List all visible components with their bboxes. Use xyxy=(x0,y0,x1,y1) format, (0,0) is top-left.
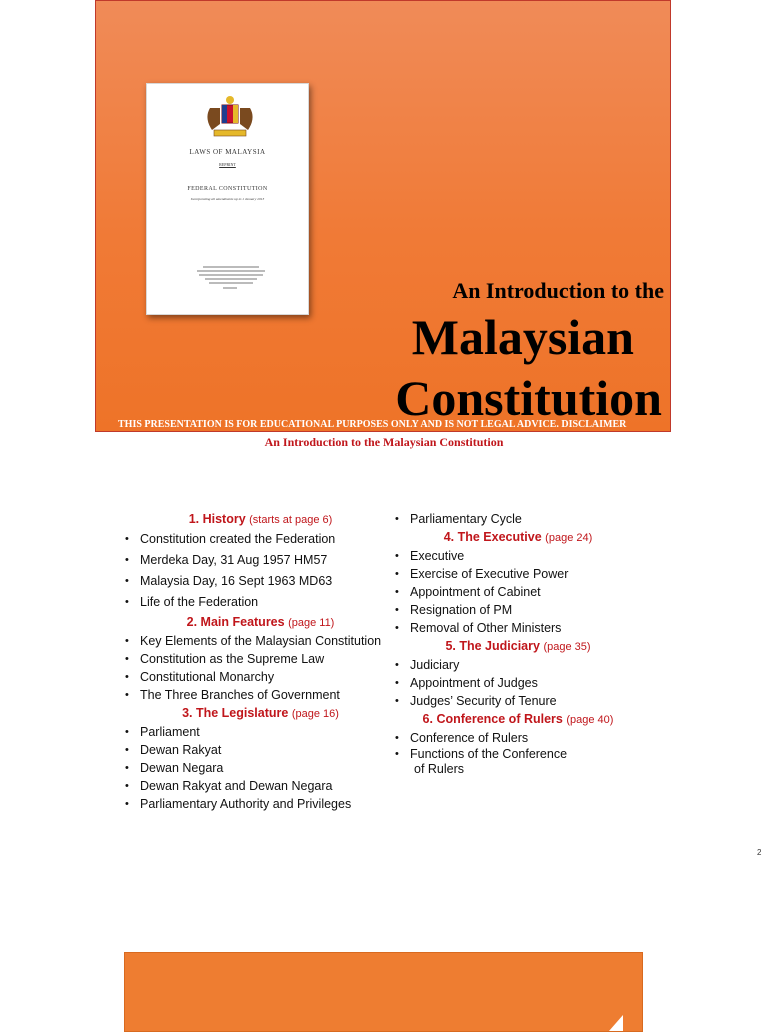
disclaimer-text: THIS PRESENTATION IS FOR EDUCATIONAL PURPOSES ONLY AND IS NOT LEGAL ADVICE. DISCLAIMER xyxy=(118,419,627,430)
arrow-shape-icon xyxy=(609,1015,623,1031)
list-item: • Dewan Rakyat and Dewan Negara xyxy=(123,777,398,795)
section-heading-main-features xyxy=(123,615,398,629)
list-item: • Functions of the Conference xyxy=(393,747,643,762)
slide-caption: An Introduction to the Malaysian Constitution xyxy=(264,435,504,449)
constitution-book-image xyxy=(146,83,309,315)
list-item: • Removal of Other Ministers xyxy=(393,619,643,637)
section-list-legislature-cont xyxy=(393,510,643,528)
section-page-ref: (page 35) xyxy=(543,641,591,653)
page-number: 2 xyxy=(757,848,762,857)
book-fine-print xyxy=(223,287,237,289)
intro-heading: An Introduction to the xyxy=(452,278,664,303)
list-item-continuation: of Rulers xyxy=(414,762,465,776)
book-title-constitution: FEDERAL CONSTITUTION xyxy=(187,186,268,192)
list-item: • Constitution as the Supreme Law xyxy=(123,650,398,668)
section-page-ref: (page 40) xyxy=(566,714,614,726)
list-item: • Constitution created the Federation xyxy=(123,529,398,550)
list-item: • Judiciary xyxy=(393,656,643,674)
title-constitution: Constitution xyxy=(395,370,662,426)
section-page-ref: (page 24) xyxy=(545,532,593,544)
list-item: • Malaysia Day, 16 Sept 1963 MD63 xyxy=(123,571,398,592)
section-title: 1. History xyxy=(188,512,246,526)
section-list-executive xyxy=(393,547,643,637)
list-item: • Appointment of Cabinet xyxy=(393,583,643,601)
section-list-legislature xyxy=(123,723,398,813)
section-list-main-features xyxy=(123,632,398,704)
section-title: 5. The Judiciary xyxy=(445,639,540,653)
list-item: • The Three Branches of Government xyxy=(123,686,398,704)
list-item: • Judges’ Security of Tenure xyxy=(393,692,643,710)
section-title: 6. Conference of Rulers xyxy=(422,712,563,726)
list-item: • Resignation of PM xyxy=(393,601,643,619)
contents-right-column xyxy=(393,510,643,776)
book-subtitle-reprint: REPRINT xyxy=(219,162,236,167)
book-fine-print xyxy=(205,278,257,280)
section-heading-legislature xyxy=(123,706,398,720)
section-page-ref: (page 16) xyxy=(291,708,339,720)
section-list-history xyxy=(123,529,398,613)
section-heading-conference-of-rulers xyxy=(393,712,643,726)
section-page-ref: (page 11) xyxy=(288,617,335,629)
list-item: • Dewan Rakyat xyxy=(123,741,398,759)
section-list-conference-of-rulers xyxy=(393,729,643,762)
book-amendments-note: Incorporating all amendments up to 1 January 2013 xyxy=(190,197,265,201)
book-fine-print xyxy=(203,266,259,268)
list-item: • Key Elements of the Malaysian Constitution xyxy=(123,632,398,650)
list-item: • Life of the Federation xyxy=(123,592,398,613)
cover-slide xyxy=(95,0,671,432)
section-heading-judiciary xyxy=(393,639,643,653)
section-list-judiciary xyxy=(393,656,643,710)
book-title-laws: LAWS OF MALAYSIA xyxy=(189,148,266,156)
list-item: • Parliament xyxy=(123,723,398,741)
next-slide-preview xyxy=(124,952,643,1032)
section-title: 3. The Legislature xyxy=(182,706,289,720)
list-item: • Parliamentary Cycle xyxy=(393,510,643,528)
section-heading-executive xyxy=(393,530,643,544)
section-title: 4. The Executive xyxy=(443,530,542,544)
list-item: • Parliamentary Authority and Privileges xyxy=(123,795,398,813)
list-item: • Exercise of Executive Power xyxy=(393,565,643,583)
list-item: • Executive xyxy=(393,547,643,565)
book-fine-print xyxy=(209,282,253,284)
malaysia-crest-icon xyxy=(202,94,258,140)
list-item: • Constitutional Monarchy xyxy=(123,668,398,686)
title-malaysian: Malaysian xyxy=(411,309,634,365)
section-page-ref: (starts at page 6) xyxy=(249,514,333,526)
book-fine-print xyxy=(199,274,263,276)
list-item: • Appointment of Judges xyxy=(393,674,643,692)
contents-left-column xyxy=(123,510,398,813)
section-title: 2. Main Features xyxy=(186,615,285,629)
list-item: • Conference of Rulers xyxy=(393,729,643,747)
list-item: • Merdeka Day, 31 Aug 1957 HM57 xyxy=(123,550,398,571)
section-heading-history xyxy=(123,512,398,526)
list-item: • Dewan Negara xyxy=(123,759,398,777)
book-fine-print xyxy=(197,270,265,272)
